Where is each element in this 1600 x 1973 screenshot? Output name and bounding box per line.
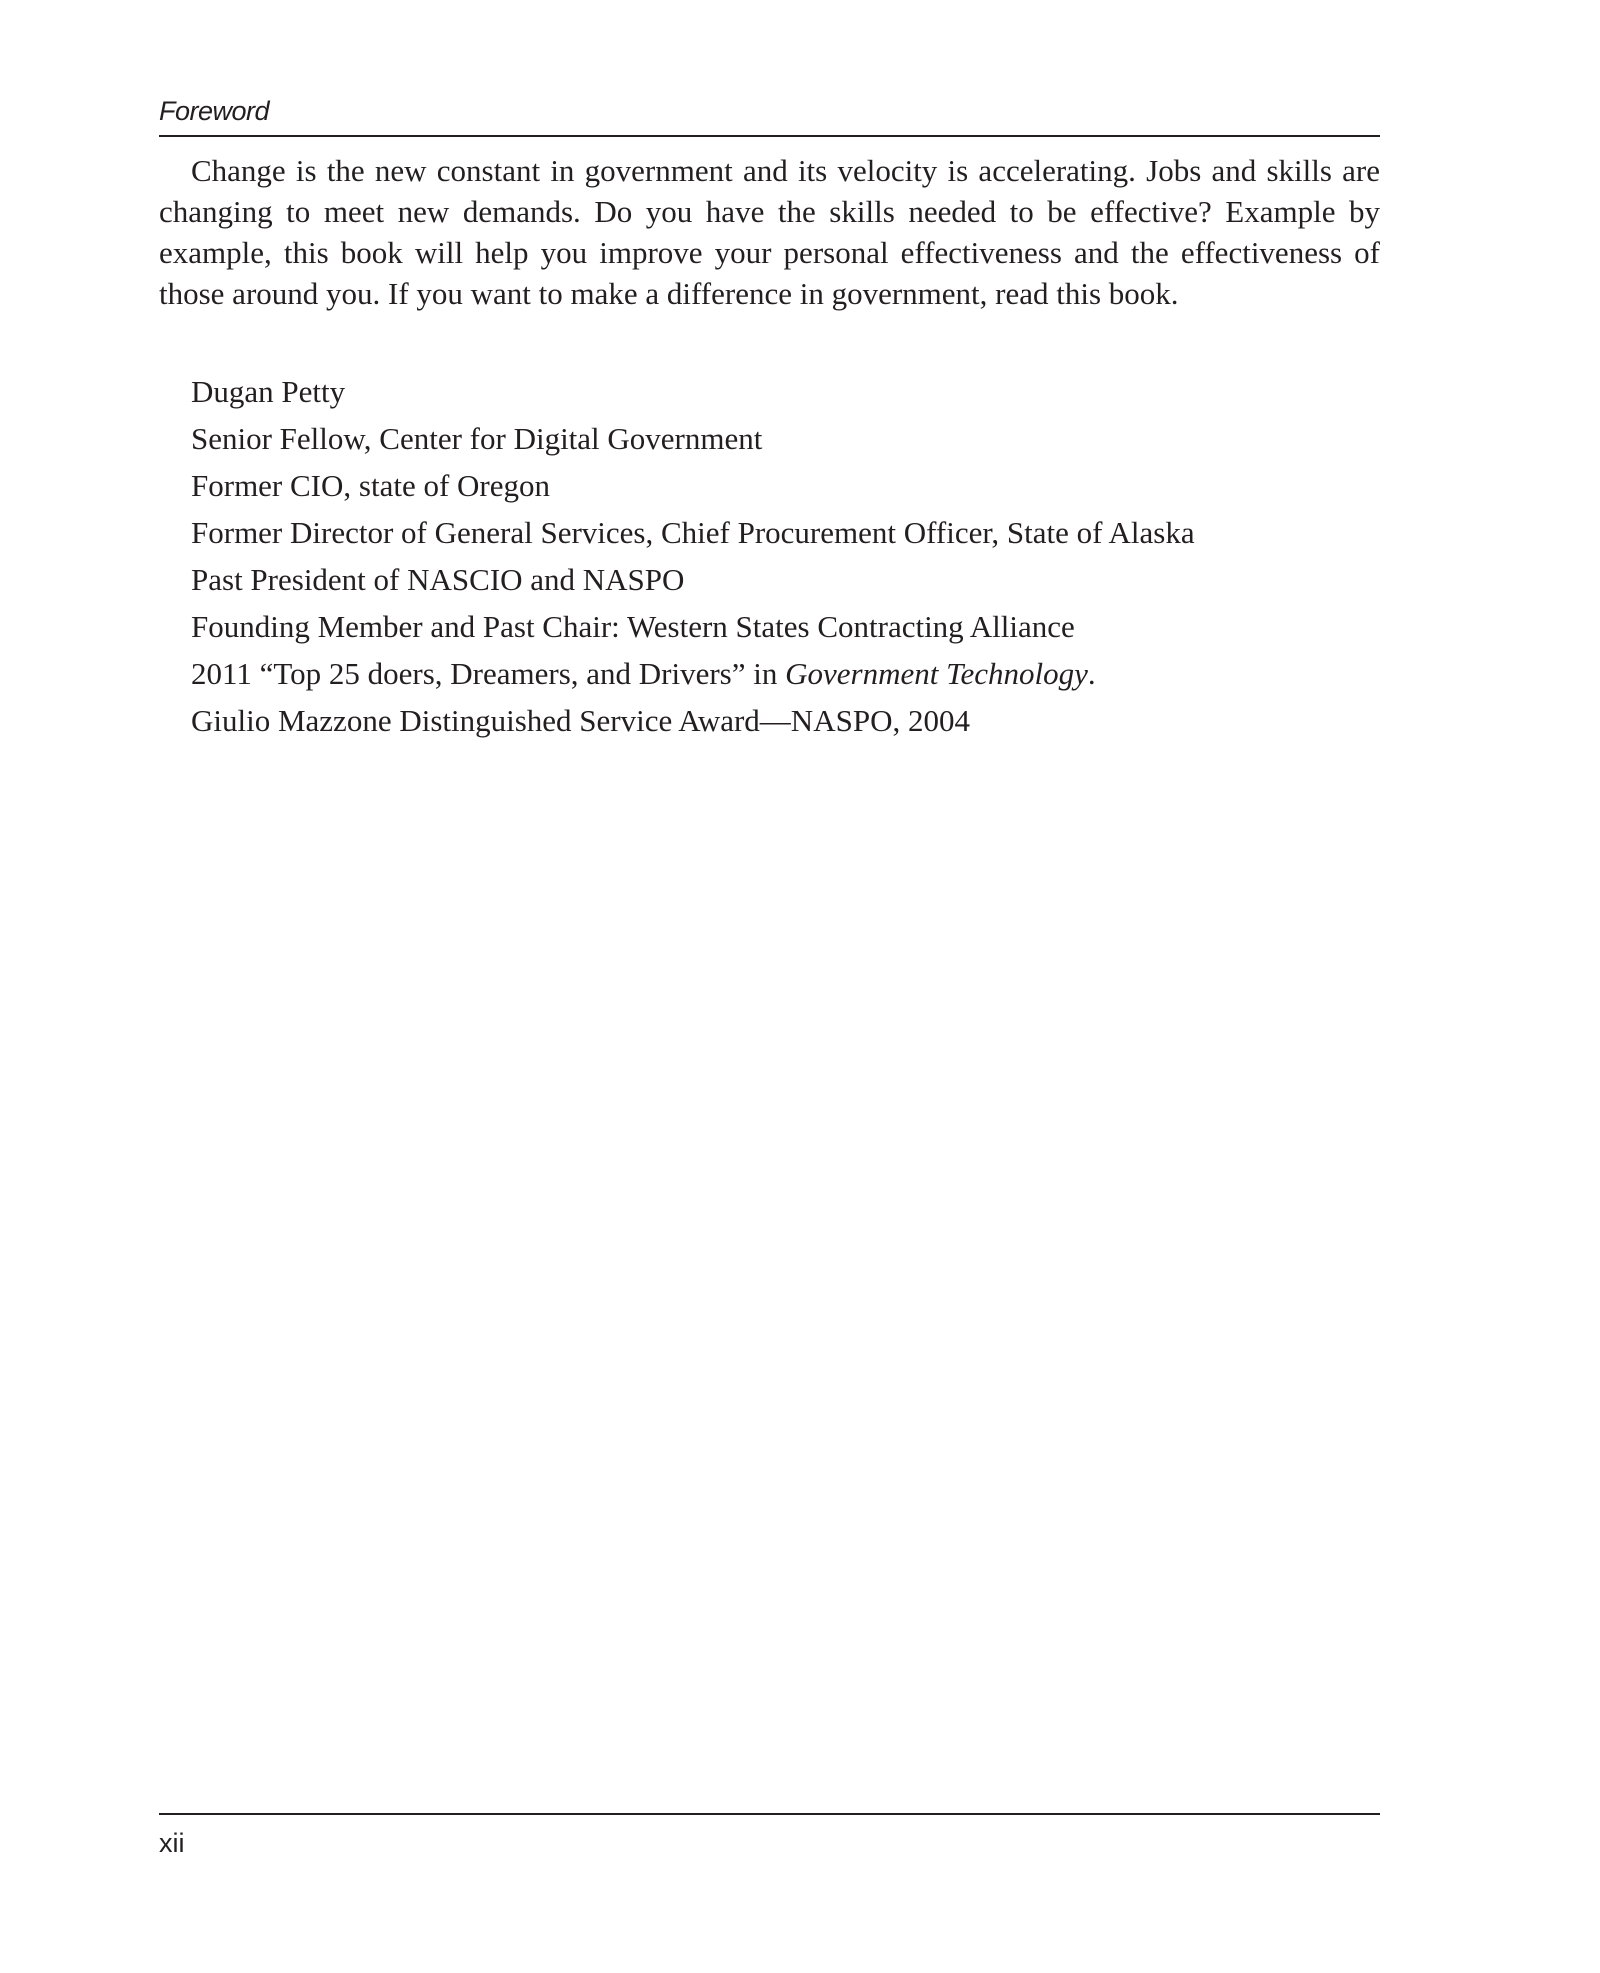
publication-title: Government Technology: [785, 656, 1088, 691]
credential-line: Former CIO, state of Oregon: [191, 468, 550, 503]
page-number: xii: [159, 1828, 185, 1858]
award-line-suffix: .: [1087, 656, 1096, 691]
footer-rule: [159, 1813, 1380, 1815]
foreword-paragraph: Change is the new constant in government and its velocity is accelerating. Jobs and skills are changing to meet new demands. Do you have the skills needed to be effective? Example by example, this book will help you improve your personal effectiveness and the effectiveness of those around you. If you want to make a difference in government, read this book.: [159, 153, 1380, 311]
award-line-prefix: 2011 “Top 25 doers, Dreamers, and Drivers” in: [191, 656, 786, 691]
credential-line: Past President of NASCIO and NASPO: [191, 562, 685, 597]
running-head: Foreword: [159, 96, 270, 126]
credential-line: Former Director of General Services, Chief Procurement Officer, State of Alaska: [191, 515, 1195, 550]
credential-line: Founding Member and Past Chair: Western States Contracting Alliance: [191, 609, 1075, 644]
award-line: [191, 650, 1195, 697]
credential-line: Senior Fellow, Center for Digital Government: [191, 421, 763, 456]
signature-block: [191, 368, 1195, 744]
author-name: Dugan Petty: [191, 374, 346, 409]
header-rule: [159, 135, 1380, 137]
credential-line: Giulio Mazzone Distinguished Service Award—NASPO, 2004: [191, 703, 970, 738]
